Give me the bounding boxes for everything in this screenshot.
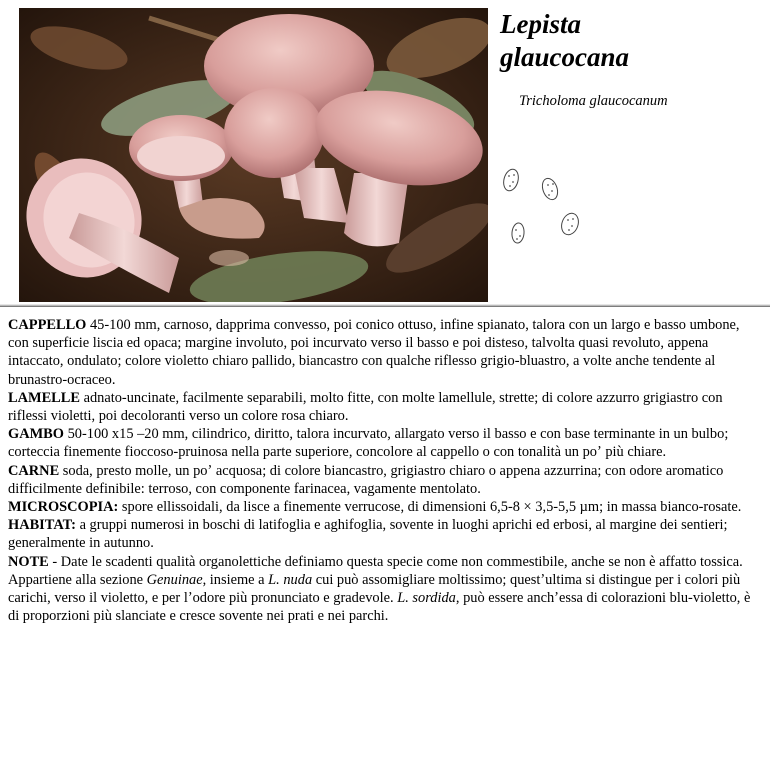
section-cappello xyxy=(8,316,758,389)
section-gambo xyxy=(8,425,758,461)
mushroom-photo xyxy=(19,8,488,302)
description-body xyxy=(8,316,758,625)
note-text: , insieme a xyxy=(202,571,269,588)
section-microscopia xyxy=(8,498,758,516)
note-italic: Genuinae xyxy=(146,571,203,588)
species-synonym: Tricholoma glaucocanum xyxy=(519,93,668,109)
section-carne xyxy=(8,462,758,498)
section-text: 45-100 mm, carnoso, dapprima convesso, poi conico ottuso, infine spianato, talora con un largo e basso umbone, con superficie liscia ed opaca; margine involuto, poi incurvato verso il basso e poi disteso, talvolta quasi revoluto, appena intaccato, ondulato; colore violetto chiaro pallido, biancastro con qualche riflesso grigio-bluastro, a volte anche tendente al brunastro-ocraceo. xyxy=(8,317,740,388)
section-text: spore ellissoidali, da lisce a finemente verrucose, di dimensioni 6,5-8 × 3,5-5,5 µm; in massa bianco-rosate. xyxy=(118,499,742,516)
title-genus: Lepista xyxy=(500,9,581,39)
spore-3 xyxy=(559,211,582,237)
section-habitat xyxy=(8,516,758,552)
section-label: MICROSCOPIA: xyxy=(8,499,119,516)
section-text: adnato-uncinate, facilmente separabili, molto fitte, con molte lamellule, strette; di colore azzurro grigiastro con riflessi violetti, poi decoloranti verso un colore rosa chiaro. xyxy=(8,389,723,425)
section-label: NOTE xyxy=(8,553,49,570)
note-italic: L. sordida xyxy=(397,590,456,607)
spore-drawing xyxy=(498,162,588,252)
species-title xyxy=(500,8,629,74)
section-label: HABITAT: xyxy=(8,517,76,534)
section-label: GAMBO xyxy=(8,426,64,443)
section-note xyxy=(8,553,758,626)
note-text: cui può assomigliare moltissimo; questʼultima si distingue per i colori più carichi, verso il violetto, e per lʼodore più pronunciato e gradevole. xyxy=(8,571,741,607)
section-label: LAMELLE xyxy=(8,389,80,406)
horizontal-divider xyxy=(0,304,770,307)
section-text: soda, presto molle, un poʼ acquosa; di colore biancastro, grigiastro chiaro o appena azzurrina; con odore aromatico difficilmente definibile: terroso, con componente farinacea, vagamente mentolato. xyxy=(8,462,724,497)
section-lamelle xyxy=(8,389,758,425)
title-epithet: glaucocana xyxy=(500,42,630,72)
section-text: 50-100 x15 –20 mm, cilindrico, diritto, talora incurvato, allargato verso il basso e con base terminante in un bulbo; corteccia finemente fioccoso-pruinosa nella parte superiore, concolore al cappello o con tonalità un poʼ più chiare. xyxy=(8,426,729,461)
section-label: CARNE xyxy=(8,462,60,479)
section-label: CAPPELLO xyxy=(8,317,87,333)
spore-2 xyxy=(540,176,561,201)
spore-4 xyxy=(511,223,525,244)
spore-1 xyxy=(501,168,520,193)
note-text: - Date le scadenti qualità organolettiche definiamo questa specie come non commestibile, anche se non è affatto tossica. Appartiene alla sezione xyxy=(8,553,743,588)
note-text: , può essere anchʼessa di colorazioni blu-violetto, è di proporzioni più slanciate e cresce sovente nei prati e nei parchi. xyxy=(8,590,751,625)
section-text: a gruppi numerosi in boschi di latifoglia e aghifoglia, sovente in luoghi aprichi ed erbosi, al margine dei sentieri; generalmente in autunno. xyxy=(8,517,728,552)
note-italic: L. nuda xyxy=(268,571,313,588)
